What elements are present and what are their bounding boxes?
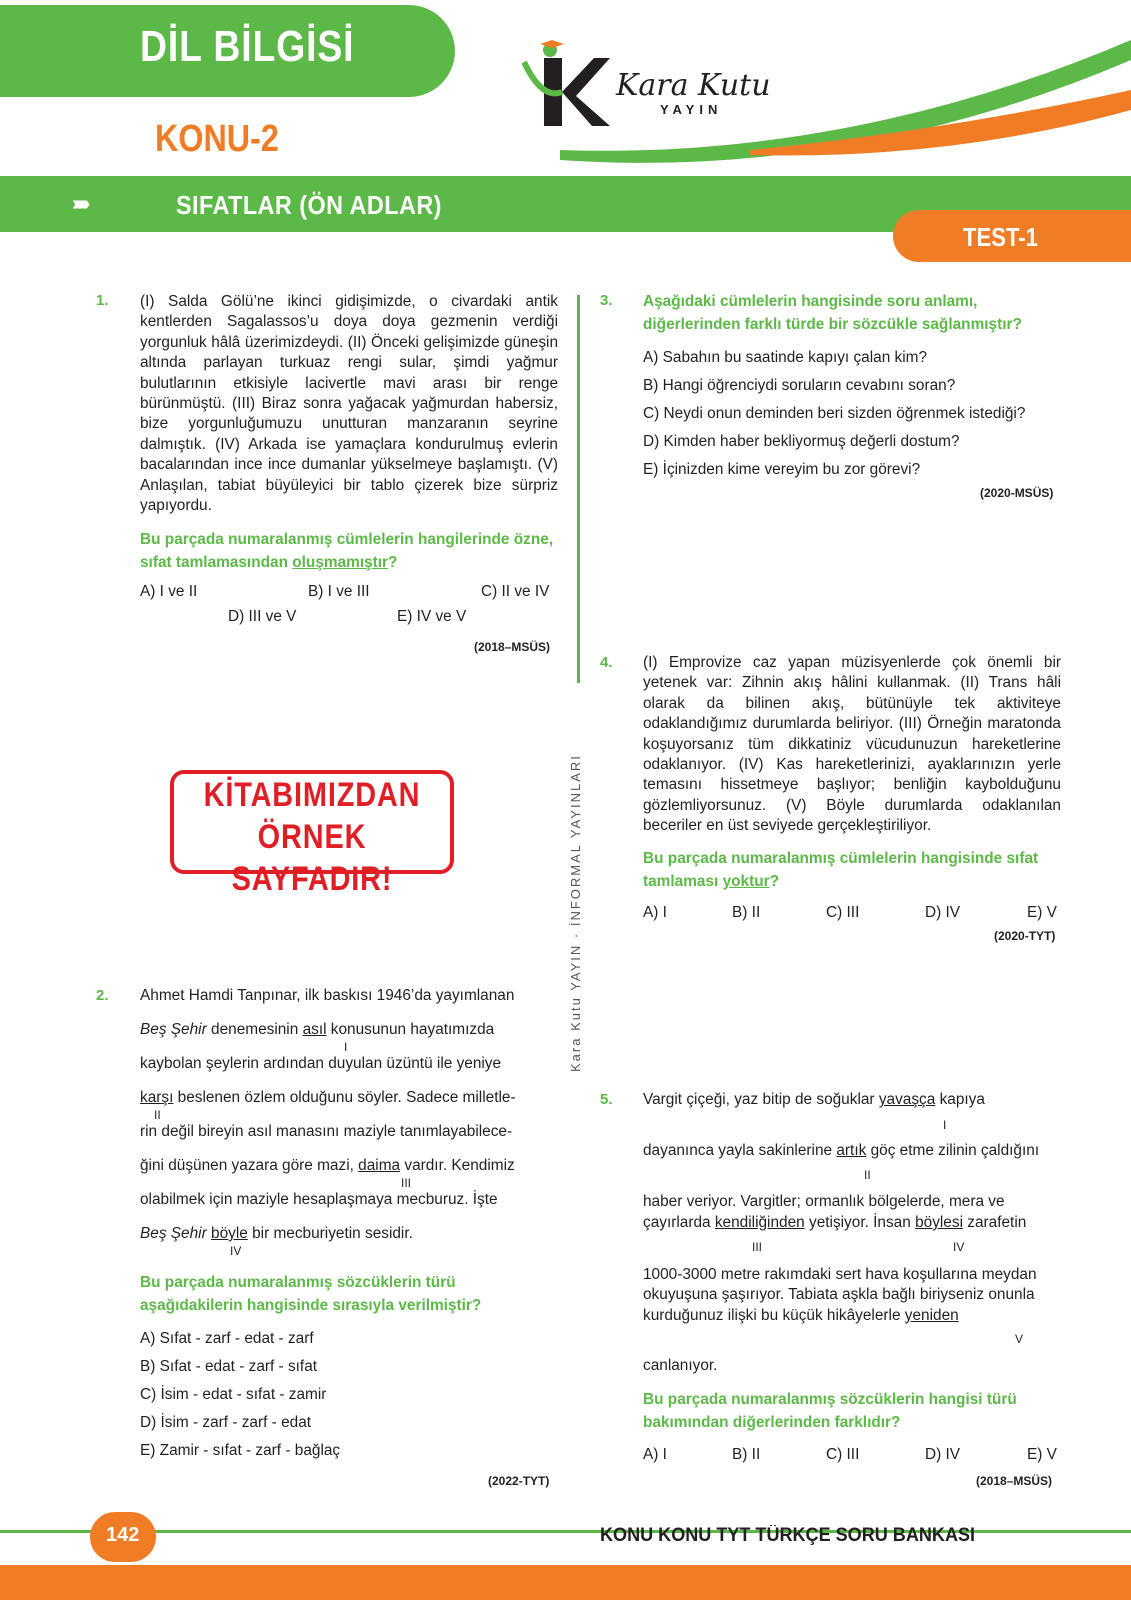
q1-option-e[interactable]: E) IV ve V — [397, 608, 467, 625]
q4-option-e[interactable]: E) V — [1027, 904, 1057, 921]
q2-mark-3: III — [401, 1176, 412, 1190]
q5-question: Bu parçada numaralanmış sözcüklerin hangisi türü bakımından diğerlerinden farklıdır? — [643, 1391, 1017, 1431]
q2-line-7: olabilmek için maziyle hesaplaşmaya mecburuz. İşte — [140, 1191, 498, 1208]
q2-option-b[interactable]: B) Sıfat - edat - zarf - sıfat — [140, 1358, 318, 1375]
q1-number: 1. — [96, 292, 109, 309]
q3-option-d[interactable]: D) Kimden haber bekliyormuş değerli dostum? — [643, 433, 960, 450]
page-number: 142 — [106, 1524, 140, 1546]
q5-option-c[interactable]: C) III — [826, 1446, 860, 1463]
q5-number: 5. — [600, 1091, 613, 1108]
q4-option-b[interactable]: B) II — [732, 904, 761, 921]
q1-option-b[interactable]: B) I ve III — [308, 583, 370, 600]
q2-option-d[interactable]: D) İsim - zarf - zarf - edat — [140, 1414, 312, 1431]
q5-mark-3: III — [752, 1240, 763, 1254]
q5-option-a[interactable]: A) I — [643, 1446, 667, 1463]
q5-option-e[interactable]: E) V — [1027, 1446, 1057, 1463]
q5-line-3: haber veriyor. Vargitler; ormanlık bölgelerde, mera ve — [643, 1193, 1005, 1210]
q3-option-e[interactable]: E) İçinizden kime vereyim bu zor görevi? — [643, 461, 921, 478]
q2-question: Bu parçada numaralanmış sözcüklerin türü aşağıdakilerin hangisinde sırasıyla verilmiştir? — [140, 1274, 482, 1314]
q5-line-6: canlanıyor. — [643, 1357, 718, 1374]
q2-mark-1: I — [344, 1040, 348, 1054]
q1-text: (I) Salda Gölü’ne ikinci gidişimizde, o civardaki antik kentlerden Sagalassos’u doya doya gezmenin verdiği yorgunluk hâlâ üzerimizdeydi. (II) Önceki gelişimizde güneşin altında parlayan turkuaz rengi sular, şimdi yağmur bulutlarının etkisiyle lacivertle mavi arası bir renge bürünmüştü. (III) Biraz sonra yağacak yağmurdan habersiz, bize yorgunluğumuzu unutturan manzaranın seyrine dalmıştık. (IV) Arkada ise yamaçlara kondurulmuş evlerin bacalarından ince ince dumanlar yükselmeye başlamıştı. (V) Anlaşılan, tabiat büyüleyici bir tablo çizerek bize sürpriz yapıyordu. — [140, 293, 558, 515]
q4-question: Bu parçada numaralanmış cümlelerin hangisinde sıfat tamlaması yoktur? — [643, 850, 1039, 890]
q3-option-b[interactable]: B) Hangi öğrenciydi soruların cevabını soran? — [643, 377, 956, 394]
q2-mark-4: IV — [230, 1244, 242, 1258]
test-label: TEST-1 — [963, 222, 1038, 252]
q5-option-d[interactable]: D) IV — [925, 1446, 961, 1463]
q3-option-c[interactable]: C) Neydi onun deminden beri sizden öğrenmek istediği? — [643, 405, 1026, 422]
q1-option-d[interactable]: D) III ve V — [228, 608, 297, 625]
q3-number: 3. — [600, 292, 613, 309]
q5-line-4: çayırlarda kendiliğinden yetişiyor. İnsan böylesi zarafetin — [643, 1214, 1027, 1231]
topic-title: KONU-2 — [155, 118, 279, 160]
book-title: KONU KONU TYT TÜRKÇE SORU BANKASI — [600, 1525, 976, 1546]
q2-line-8: Beş Şehir böyle bir mecburiyetin sesidir. — [140, 1225, 413, 1242]
q2-line-6: ğini düşünen yazara göre mazi, daima vardır. Kendimiz — [140, 1157, 515, 1174]
q2-mark-2: II — [154, 1108, 161, 1122]
q4-number: 4. — [600, 654, 613, 671]
subject-title: DİL BİLGİSİ — [140, 22, 355, 71]
q4-option-c[interactable]: C) III — [826, 904, 860, 921]
q5-mark-2: II — [864, 1168, 871, 1182]
q2-option-e[interactable]: E) Zamir - sıfat - zarf - bağlaç — [140, 1442, 341, 1459]
chevron-arrows-icon: ›››››››› — [72, 193, 86, 215]
q2-source: (2022-TYT) — [488, 1474, 550, 1488]
q5-mark-5: V — [1015, 1332, 1024, 1346]
q2-line-5: rin değil bireyin asıl manasını maziyle tanımlayabilece- — [140, 1123, 513, 1140]
q3-option-a[interactable]: A) Sabahın bu saatinde kapıyı çalan kim? — [643, 349, 928, 366]
q1-question: Bu parçada numaralanmış cümlelerin hangilerinde özne, sıfat tamlamasından oluşmamıştır? — [140, 531, 554, 571]
q5-line-5: 1000-3000 metre rakımdaki sert hava koşullarına meydan okuyuşuna şaşırıyor. Tabiata aşkla bağlı biriyseniz onunla kurduğunuz ilişki bu küçük hikâyelerle yeniden — [643, 1266, 1037, 1324]
q1-option-a[interactable]: A) I ve II — [140, 583, 198, 600]
sample-page-stamp: KİTABIMIZDAN ÖRNEK SAYFADIR! — [170, 770, 454, 874]
q2-option-c[interactable]: C) İsim - edat - sıfat - zamir — [140, 1386, 327, 1403]
q2-line-1: Ahmet Hamdi Tanpınar, ilk baskısı 1946’da yayımlanan — [140, 987, 515, 1004]
q1-option-c[interactable]: C) II ve IV — [481, 583, 550, 600]
q5-line-2: dayanınca yayla sakinlerine artık göç etme zilinin çaldığını — [643, 1142, 1040, 1159]
q4-option-a[interactable]: A) I — [643, 904, 667, 921]
column-divider — [577, 295, 580, 683]
q2-line-4: karşı beslenen özlem olduğunu söyler. Sadece milletle- — [140, 1089, 516, 1106]
q5-mark-4: IV — [953, 1240, 965, 1254]
logo-k-icon — [522, 40, 612, 130]
logo-name: Kara Kutu — [616, 68, 771, 103]
q4-source: (2020-TYT) — [994, 929, 1056, 943]
q3-question: Aşağıdaki cümlelerin hangisinde soru anlamı, diğerlerinden farklı türde bir sözcükle sağlanmıştır? — [643, 293, 1022, 333]
q5-option-b[interactable]: B) II — [732, 1446, 761, 1463]
footer-bar — [0, 1565, 1131, 1600]
q1-source: (2018–MSÜS) — [474, 640, 551, 654]
section-title: SIFATLAR (ÖN ADLAR) — [176, 190, 442, 220]
side-label: Kara Kutu YAYIN · İNFORMAL YAYINLARI — [568, 754, 583, 1072]
q2-number: 2. — [96, 987, 109, 1004]
q3-source: (2020-MSÜS) — [980, 486, 1054, 500]
q4-option-d[interactable]: D) IV — [925, 904, 961, 921]
logo-sub: YAYIN — [660, 102, 723, 117]
q2-line-2: Beş Şehir denemesinin asıl konusunun hayatımızda — [140, 1021, 495, 1038]
q5-source: (2018–MSÜS) — [976, 1474, 1053, 1488]
q2-option-a[interactable]: A) Sıfat - zarf - edat - zarf — [140, 1330, 314, 1347]
q4-text: (I) Emprovize caz yapan müzisyenlerde çok önemli bir yetenek var: Zihnin akış hâlini kullanmak. (II) Trans hâli olarak da bilinen akış, bütünüyle tek aktiviteye odaklandığımız durumlarda beliriyor. (III) Örneğin maratonda koşuyorsanız tüm dikkatiniz vücudunuzun hareketlerine odaklanıyor. (IV) Kas hareketlerinizi, ayaklarınızın yerle temasını hissetmeye başlıyor; benliğin kaybolduğunu gözlemliyorsunuz. (V) Böyle durumlarda odaklanılan beceriler en üst seviyede gerçekleştiriliyor. — [643, 654, 1061, 835]
q5-line-1: Vargit çiçeği, yaz bitip de soğuklar yavaşça kapıya — [643, 1091, 985, 1108]
q2-line-3: kaybolan şeylerin ardından duyulan üzüntü ile yeniye — [140, 1055, 502, 1072]
q5-mark-1: I — [943, 1118, 947, 1132]
